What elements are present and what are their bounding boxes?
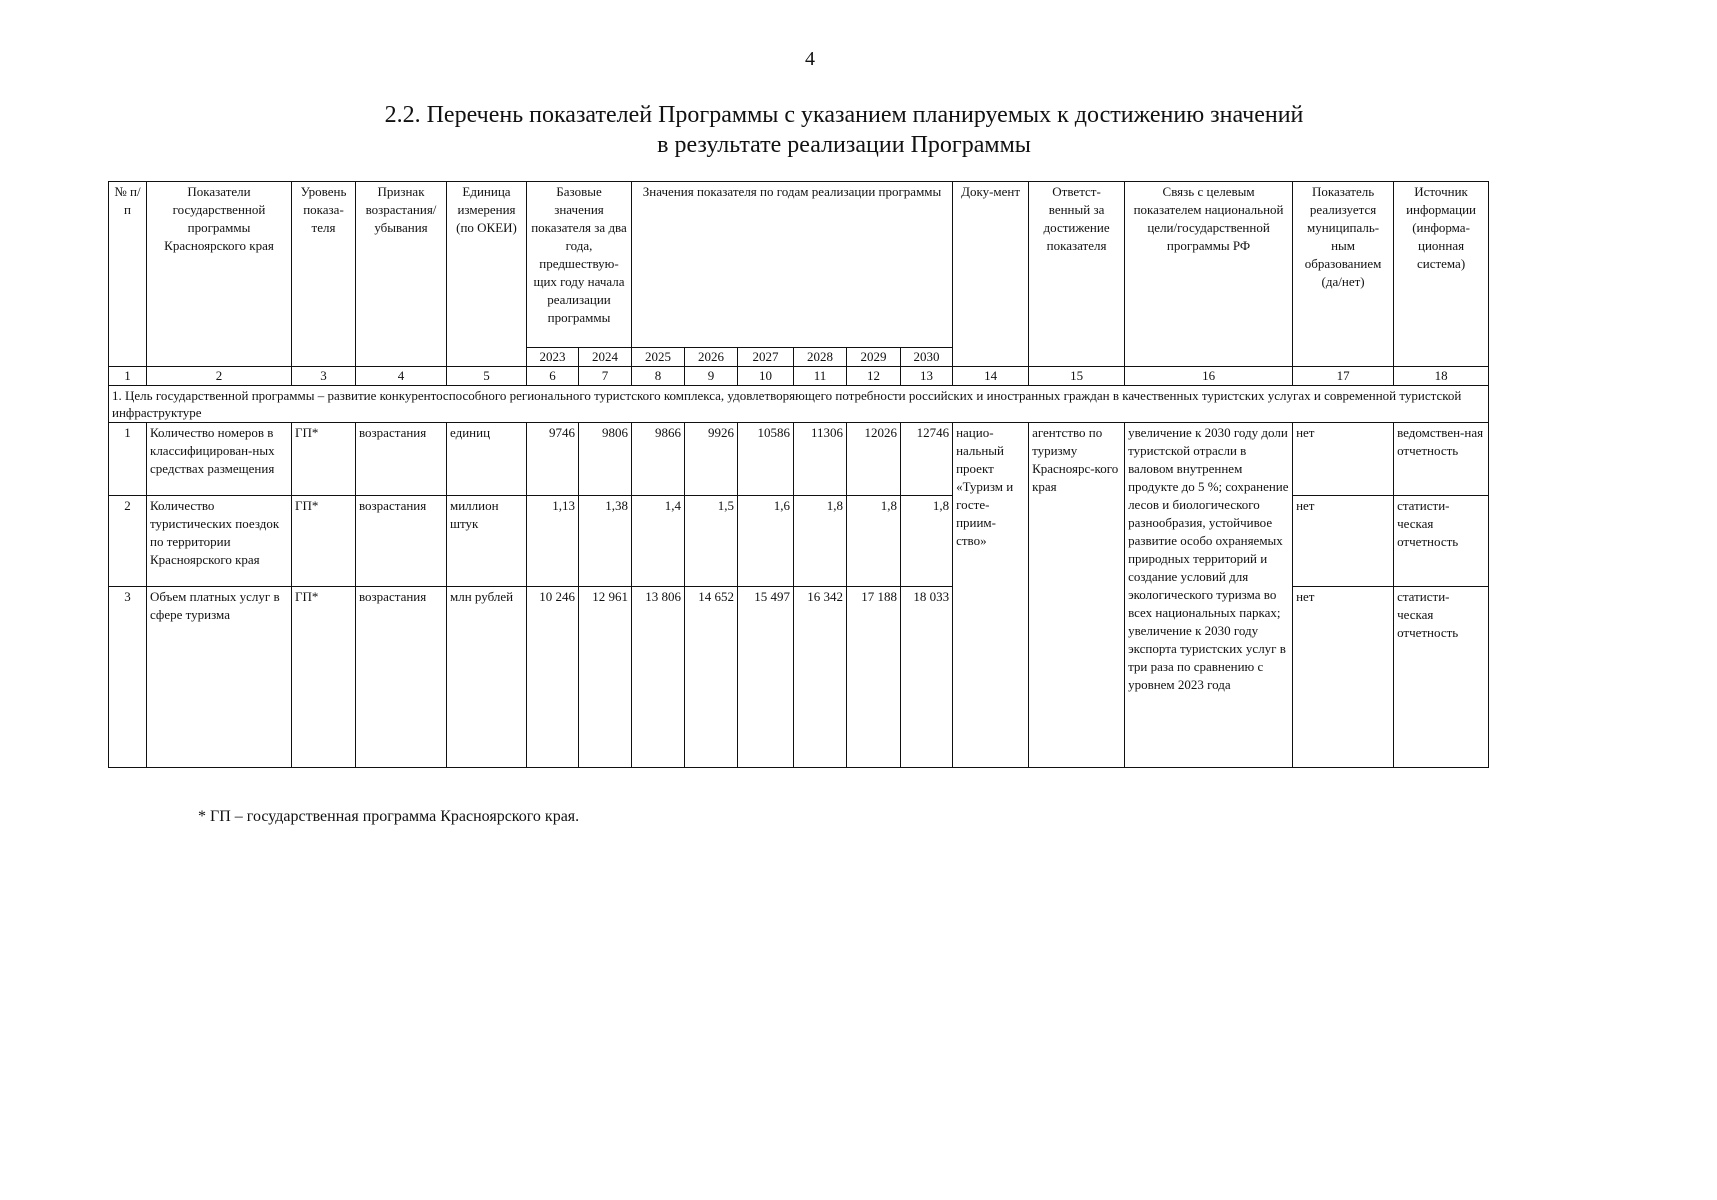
page-title: [0, 100, 1688, 160]
column-number: 6: [527, 367, 579, 386]
column-number: 9: [685, 367, 738, 386]
row-value: 1,38: [579, 496, 632, 587]
column-number: 14: [953, 367, 1029, 386]
row-source: статисти-ческая отчетность: [1394, 496, 1489, 587]
column-number: 16: [1125, 367, 1293, 386]
header-indicators: Показатели государственной программы Красноярского края: [147, 182, 292, 367]
column-number: 8: [632, 367, 685, 386]
row-value: 9866: [632, 423, 685, 496]
row-value: 9746: [527, 423, 579, 496]
column-number: 17: [1293, 367, 1394, 386]
indicators-table: [108, 181, 1489, 768]
row-value: 13 806: [632, 587, 685, 768]
year-2030: 2030: [901, 348, 953, 367]
column-number: 3: [292, 367, 356, 386]
row-name: Количество номеров в классифицирован-ных средствах размещения: [147, 423, 292, 496]
row-level: ГП*: [292, 423, 356, 496]
row-value: 12026: [847, 423, 901, 496]
column-number: 15: [1029, 367, 1125, 386]
row-source: статисти-ческая отчетность: [1394, 587, 1489, 768]
row-value: 1,5: [685, 496, 738, 587]
header-values: Значения показателя по годам реализации программы: [632, 182, 953, 348]
row-value: 1,6: [738, 496, 794, 587]
header-level: Уровень показа-теля: [292, 182, 356, 367]
row-name: Количество туристических поездок по территории Красноярского края: [147, 496, 292, 587]
year-2025: 2025: [632, 348, 685, 367]
row-sign: возрастания: [356, 423, 447, 496]
table-row: [109, 423, 1489, 496]
row-num: 1: [109, 423, 147, 496]
row-value: 10 246: [527, 587, 579, 768]
row-value: 1,13: [527, 496, 579, 587]
goal-row: 1. Цель государственной программы – развитие конкурентоспособного регионального туристского комплекса, удовлетворяющего потребности российских и иностранных граждан в качественных туристских услугах и современной туристской инфраструктуре: [109, 386, 1489, 423]
row-municipal: нет: [1293, 587, 1394, 768]
year-2028: 2028: [794, 348, 847, 367]
header-link: Связь с целевым показателем национальной цели/государственной программы РФ: [1125, 182, 1293, 367]
document-cell: нацио-нальный проект «Туризм и госте-приим-ство»: [953, 423, 1029, 768]
column-number: 4: [356, 367, 447, 386]
title-line-1: 2.2. Перечень показателей Программы с указанием планируемых к достижению значений: [384, 102, 1304, 128]
year-2026: 2026: [685, 348, 738, 367]
row-value: 18 033: [901, 587, 953, 768]
column-number: 1: [109, 367, 147, 386]
column-number: 10: [738, 367, 794, 386]
year-2024: 2024: [579, 348, 632, 367]
row-name: Объем платных услуг в сфере туризма: [147, 587, 292, 768]
row-value: 9806: [579, 423, 632, 496]
page-number: 4: [805, 48, 815, 70]
column-number: 18: [1394, 367, 1489, 386]
responsible-cell: агентство по туризму Красноярс-кого края: [1029, 423, 1125, 768]
header-source: Источник информации (информа-ционная система): [1394, 182, 1489, 367]
row-value: 15 497: [738, 587, 794, 768]
column-number: 12: [847, 367, 901, 386]
column-number: 13: [901, 367, 953, 386]
row-municipal: нет: [1293, 423, 1394, 496]
year-2027: 2027: [738, 348, 794, 367]
row-sign: возрастания: [356, 496, 447, 587]
row-municipal: нет: [1293, 496, 1394, 587]
row-value: 1,4: [632, 496, 685, 587]
title-line-2: в результате реализации Программы: [657, 132, 1031, 158]
row-unit: миллион штук: [447, 496, 527, 587]
row-value: 14 652: [685, 587, 738, 768]
row-level: ГП*: [292, 496, 356, 587]
row-value: 12746: [901, 423, 953, 496]
link-cell: увеличение к 2030 году доли туристской отрасли в валовом внутреннем продукте до 5 %; сохранение лесов и биологического разнообразия, устойчивое развитие особо охраняемых природных территорий и создание условий для экологического туризма во всех национальных парках; увеличение к 2030 году экспорта туристских услуг в три раза по сравнению с уровнем 2023 года: [1125, 423, 1293, 768]
row-num: 3: [109, 587, 147, 768]
year-2023: 2023: [527, 348, 579, 367]
column-number: 2: [147, 367, 292, 386]
row-unit: единиц: [447, 423, 527, 496]
row-value: 9926: [685, 423, 738, 496]
header-base: Базовые значения показателя за два года, предшествую-щих году начала реализации программы: [527, 182, 632, 348]
row-value: 1,8: [847, 496, 901, 587]
row-value: 12 961: [579, 587, 632, 768]
row-sign: возрастания: [356, 587, 447, 768]
row-level: ГП*: [292, 587, 356, 768]
header-document: Доку-мент: [953, 182, 1029, 367]
header-sign: Признак возрастания/ убывания: [356, 182, 447, 367]
year-2029: 2029: [847, 348, 901, 367]
footnote: * ГП – государственная программа Красноярского края.: [198, 808, 580, 825]
row-value: 1,8: [794, 496, 847, 587]
column-number: 7: [579, 367, 632, 386]
column-number: 5: [447, 367, 527, 386]
column-number: 11: [794, 367, 847, 386]
header-num: № п/п: [109, 182, 147, 367]
header-municipal: Показатель реализуется муниципаль-ным образованием (да/нет): [1293, 182, 1394, 367]
header-responsible: Ответст-венный за достижение показателя: [1029, 182, 1125, 367]
row-unit: млн рублей: [447, 587, 527, 768]
row-num: 2: [109, 496, 147, 587]
row-value: 1,8: [901, 496, 953, 587]
row-value: 11306: [794, 423, 847, 496]
row-value: 16 342: [794, 587, 847, 768]
row-source: ведомствен-ная отчетность: [1394, 423, 1489, 496]
row-value: 10586: [738, 423, 794, 496]
header-unit: Единица измерения (по ОКЕИ): [447, 182, 527, 367]
row-value: 17 188: [847, 587, 901, 768]
